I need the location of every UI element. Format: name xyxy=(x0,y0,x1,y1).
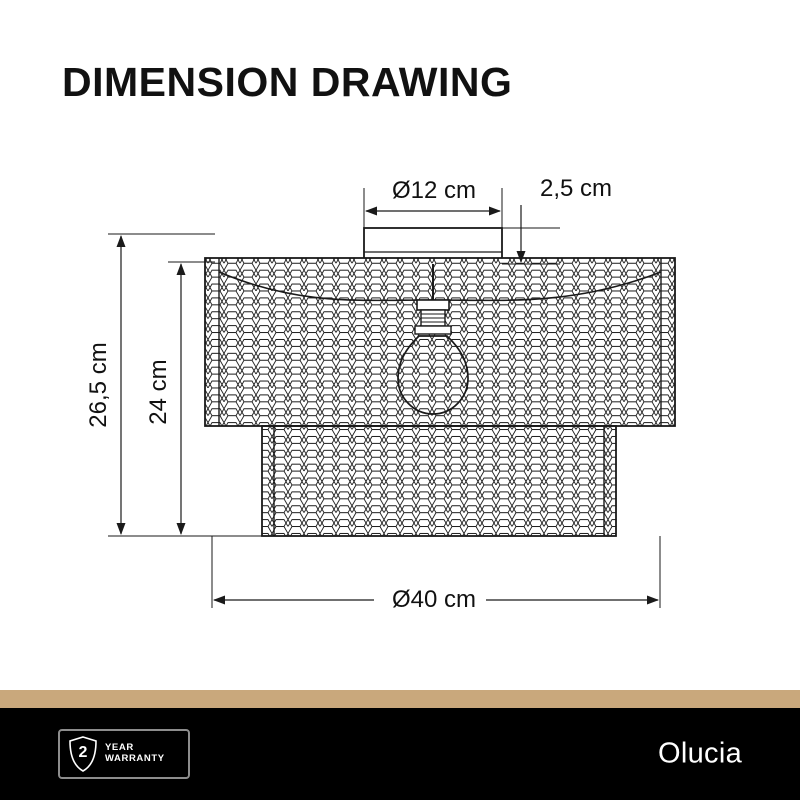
warranty-badge xyxy=(58,729,190,779)
footer-bar xyxy=(0,708,800,800)
dimension-canopy-diameter xyxy=(364,177,502,228)
label-shade-diameter: Ø40 cm xyxy=(391,586,477,613)
lower-shade-part xyxy=(262,426,616,536)
shield-icon xyxy=(68,736,98,772)
warranty-years: 2 xyxy=(78,744,88,761)
brand-name: Olucia xyxy=(658,737,742,770)
label-shade-height: 24 cm xyxy=(145,359,172,425)
label-canopy-diameter: Ø12 cm xyxy=(391,177,477,204)
dimension-canopy-height xyxy=(502,175,612,264)
dimension-shade-diameter xyxy=(212,536,660,613)
warranty-line-2: WARRANTY xyxy=(105,753,165,764)
page-title: DIMENSION DRAWING xyxy=(62,59,513,105)
footer-accent-rule xyxy=(0,690,800,708)
label-canopy-height: 2,5 cm xyxy=(539,175,613,202)
upper-shade-part xyxy=(205,258,675,426)
label-total-height: 26,5 cm xyxy=(85,342,112,428)
warranty-line-1: YEAR xyxy=(105,742,134,754)
